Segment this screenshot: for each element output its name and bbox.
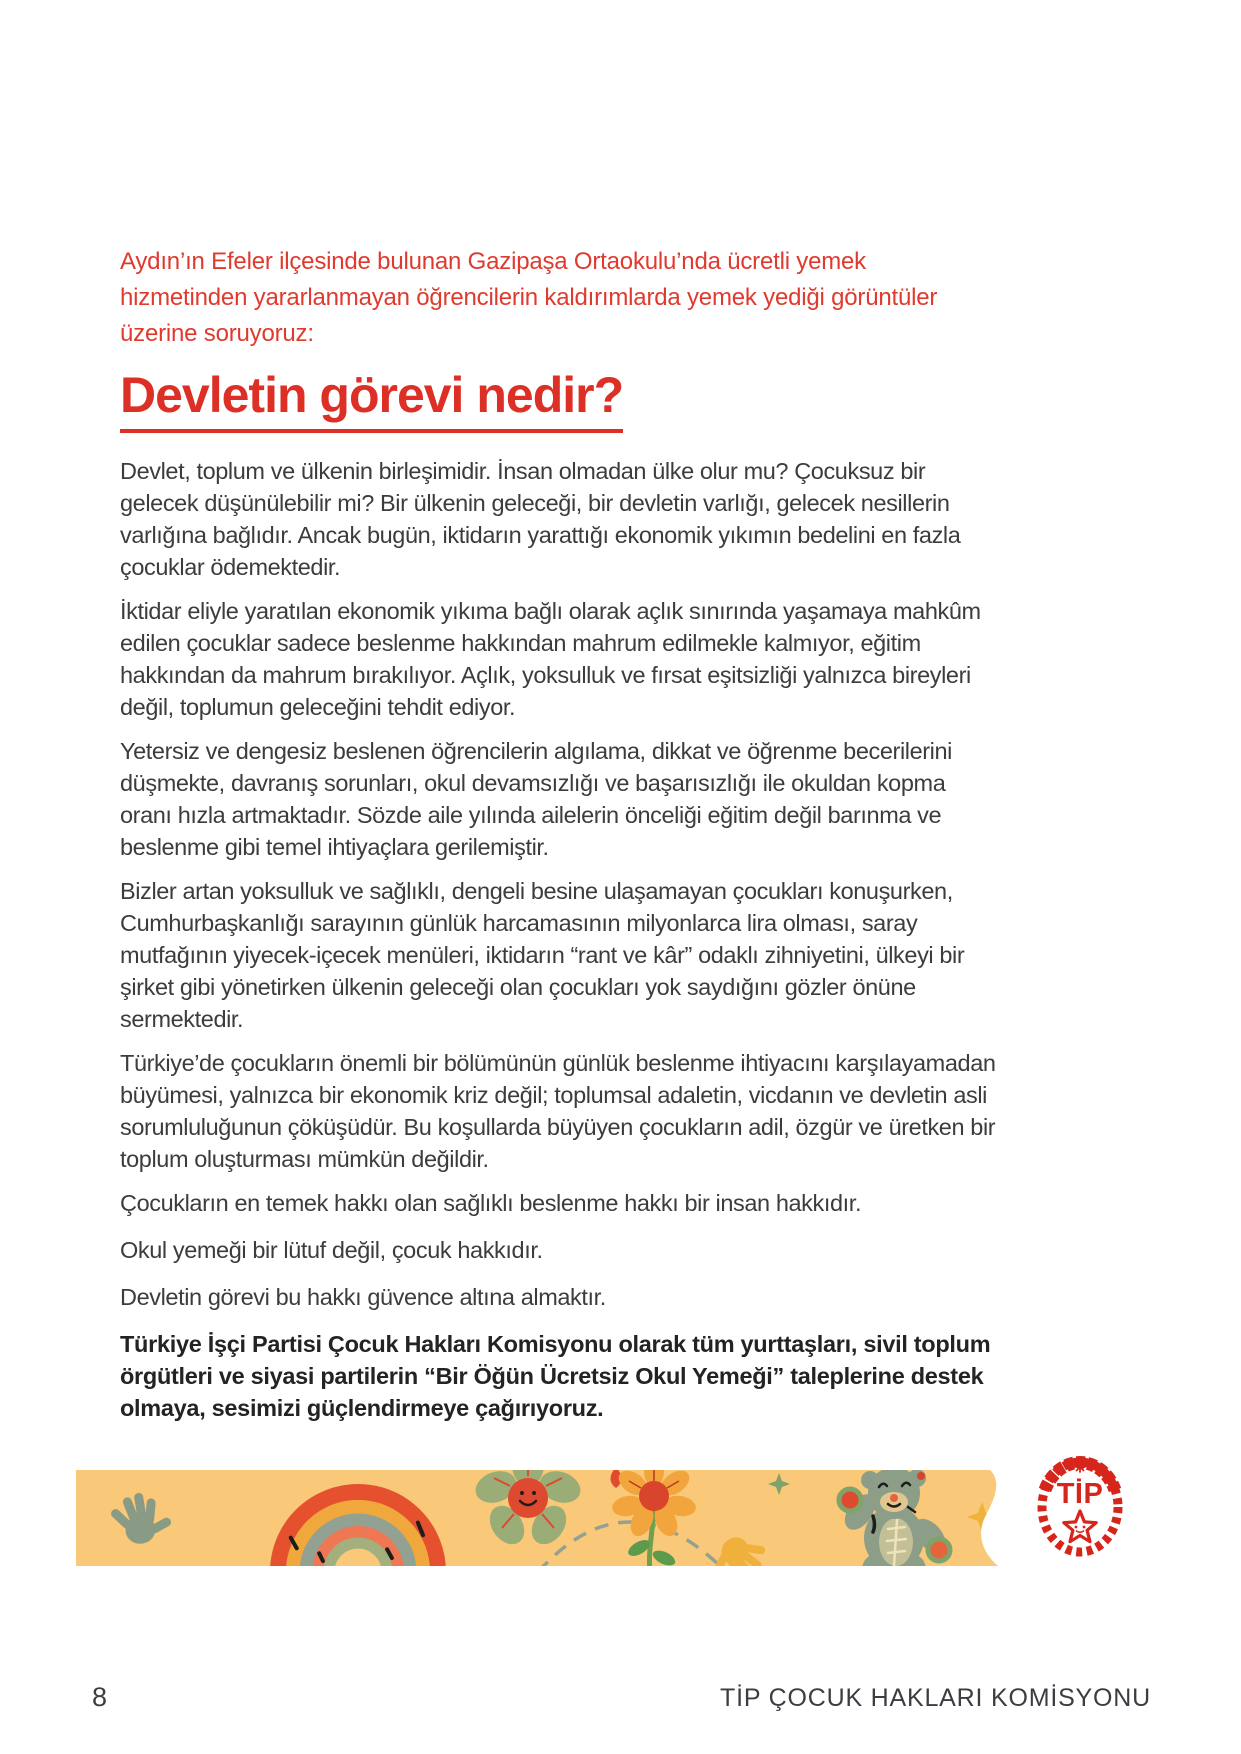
body-copy	[120, 455, 996, 1424]
statement-line: Devletin görevi bu hakkı güvence altına almaktır.	[120, 1284, 606, 1310]
page-number: 8	[92, 1682, 108, 1712]
paragraph: İktidar eliyle yaratılan ekonomik yıkıma bağlı olarak açlık sınırında yaşamaya mahkûm edilen çocuklar sadece beslenme hakkından mahrum edilmekle kalmıyor, eğitim hakkından da mahrum bırakılıyor. Açlık, yoksulluk ve fırsat eşitsizliği yalnızca bireyleri değil, toplumun geleceğini tehdit ediyor.	[120, 598, 981, 720]
paragraph: Devlet, toplum ve ülkenin birleşimidir. İnsan olmadan ülke olur mu? Çocuksuz bir gelecek düşünülebilir mi? Bir ülkenin geleceği, bir devletin varlığı, gelecek nesillerin varlığına bağlıdır. Ancak bugün, iktidarın yarattığı ekonomik yıkımın bedelini en fazla çocuklar ödemektedir.	[120, 458, 961, 580]
logo-star-person-icon	[1064, 1511, 1096, 1542]
paragraph: Türkiye’de çocukların önemli bir bölümünün günlük beslenme ihtiyacını karşılayamadan büyümesi, yalnızca bir ekonomik kriz değil; toplumsal adaletin, vicdanın ve devletin asli sorumluluğunun çöküşüdür. Bu koşullarda büyüyen çocukların adil, özgür ve üretken bir toplum oluşturması mümkün değildir.	[120, 1050, 996, 1172]
intro-lead-text: Aydın’ın Efeler ilçesinde bulunan Gazipaşa Ortaokulu’nda ücretli yemek hizmetinden yararlanmayan öğrencilerin kaldırımlarda yemek yediği görüntüler üzerine soruyoruz:	[120, 248, 938, 347]
tip-logo	[1030, 1450, 1130, 1562]
illustration-banner	[76, 1470, 1026, 1566]
closing-call-to-action: Türkiye İşçi Partisi Çocuk Hakları Komisyonu olarak tüm yurttaşları, sivil toplum örgütleri ve siyasi partilerin “Bir Öğün Ücretsiz Okul Yemeği” taleplerine destek olmaya, sesimizi güçlendirmeye çağırıyoruz.	[120, 1331, 991, 1421]
logo-sparkle-icon	[1075, 1462, 1085, 1472]
main-text-column	[120, 244, 996, 1436]
logo-text: TİP	[1056, 1478, 1104, 1510]
paragraph: Bizler artan yoksulluk ve sağlıklı, dengeli besine ulaşamayan çocukları konuşurken, Cumhurbaşkanlığı sarayının günlük harcamasının milyonlarca lira olması, saray mutfağının yiyecek-içecek menüleri, iktidarın “rant ve kâr” odaklı zihniyetini, ülkeyi bir şirket gibi yönetirken ülkenin geleceği olan çocukları yok saydığını gözler önüne sermektedir.	[120, 878, 965, 1032]
page-footer	[92, 1682, 1151, 1713]
paragraph: Yetersiz ve dengesiz beslenen öğrencilerin algılama, dikkat ve öğrenme becerilerini düşmekte, davranış sorunları, okul devamsızlığı ve başarısızlığı ile okuldan kopma oranı hızla artmaktadır. Sözde aile yılında ailelerin önceliği eğitim değil barınma ve beslenme gibi temel ihtiyaçlara gerilemiştir.	[120, 738, 952, 860]
footer-organization: TİP ÇOCUK HAKLARI KOMİSYONU	[720, 1684, 1151, 1712]
page-title: Devletin görevi nedir?	[120, 370, 623, 433]
statement-line: Okul yemeği bir lütuf değil, çocuk hakkıdır.	[120, 1237, 543, 1263]
statement-line: Çocukların en temek hakkı olan sağlıklı beslenme hakkı bir insan hakkıdır.	[120, 1190, 862, 1216]
